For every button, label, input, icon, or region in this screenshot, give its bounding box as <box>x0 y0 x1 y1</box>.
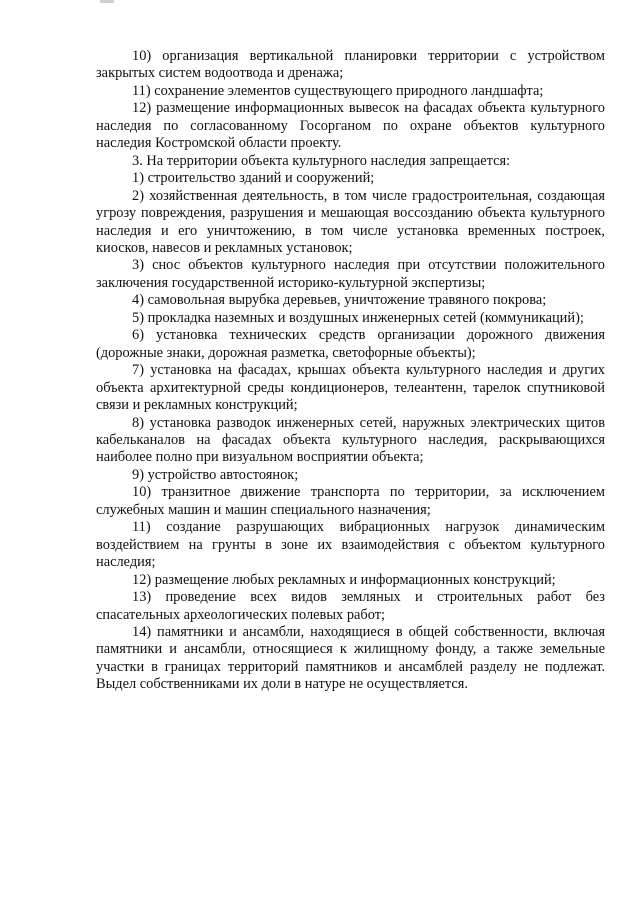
paragraph-item-10: 10) организация вертикальной планировки территории с устройством закрытых систем водоотвода и дренажа; <box>96 48 605 82</box>
document-body <box>96 48 605 694</box>
prohibition-item-11: 11) создание разрушающих вибрационных нагрузок динамическим воздействием на грунты в зоне их взаимодействия с объектом культурного наследия; <box>96 519 605 571</box>
prohibition-item-14: 14) памятники и ансамбли, находящиеся в общей собственности, включая памятники и ансамбли, относящиеся к жилищному фонду, а также земельные участки в границах территорий памятников и ансамблей разделу не подлежат. Выдел собственниками их доли в натуре не осуществляется. <box>96 623 605 693</box>
prohibition-item-8: 8) установка разводок инженерных сетей, наружных электрических щитов кабельканалов на фасадах объекта культурного наследия, раскрывающихся наиболее полно при визуальном восприятии объекта; <box>96 414 605 466</box>
prohibition-item-9: 9) устройство автостоянок; <box>132 466 299 483</box>
prohibition-item-5: 5) прокладка наземных и воздушных инженерных сетей (коммуникаций); <box>132 309 584 326</box>
prohibition-item-12: 12) размещение любых рекламных и информационных конструкций; <box>132 571 556 588</box>
prohibition-item-2: 2) хозяйственная деятельность, в том числе градостроительная, создающая угрозу повреждения, разрушения и мешающая воссозданию объекта культурного наследия и его уничтожению, в том числе установка временных построек, киосков, навесов и рекламных установок; <box>96 187 605 256</box>
prohibition-item-10: 10) транзитное движение транспорта по территории, за исключением служебных машин и машин специального назначения; <box>96 484 605 518</box>
scan-artifact <box>100 0 114 3</box>
prohibition-item-4: 4) самовольная вырубка деревьев, уничтожение травяного покрова; <box>132 292 547 309</box>
paragraph-item-11: 11) сохранение элементов существующего природного ландшафта; <box>132 82 544 99</box>
section-3-heading: 3. На территории объекта культурного наследия запрещается: <box>132 152 511 169</box>
prohibition-item-6: 6) установка технических средств организации дорожного движения (дорожные знаки, дорожная разметка, светофорные объекты); <box>96 327 605 361</box>
prohibition-item-7: 7) установка на фасадах, крышах объекта культурного наследия и других объекта архитектурной среды кондиционеров, телеантенн, тарелок спутниковой связи и рекламных конструкций; <box>96 362 605 414</box>
paragraph-item-12: 12) размещение информационных вывесок на фасадах объекта культурного наследия по согласованному Госорганом по охране объектов культурного наследия Костромской области проекту. <box>96 100 605 152</box>
prohibition-item-1: 1) строительство зданий и сооружений; <box>132 170 375 187</box>
prohibition-item-3: 3) снос объектов культурного наследия при отсутствии положительного заключения государственной историко-культурной экспертизы; <box>96 257 605 291</box>
prohibition-item-13: 13) проведение всех видов земляных и строительных работ без спасательных археологических полевых работ; <box>96 589 605 623</box>
